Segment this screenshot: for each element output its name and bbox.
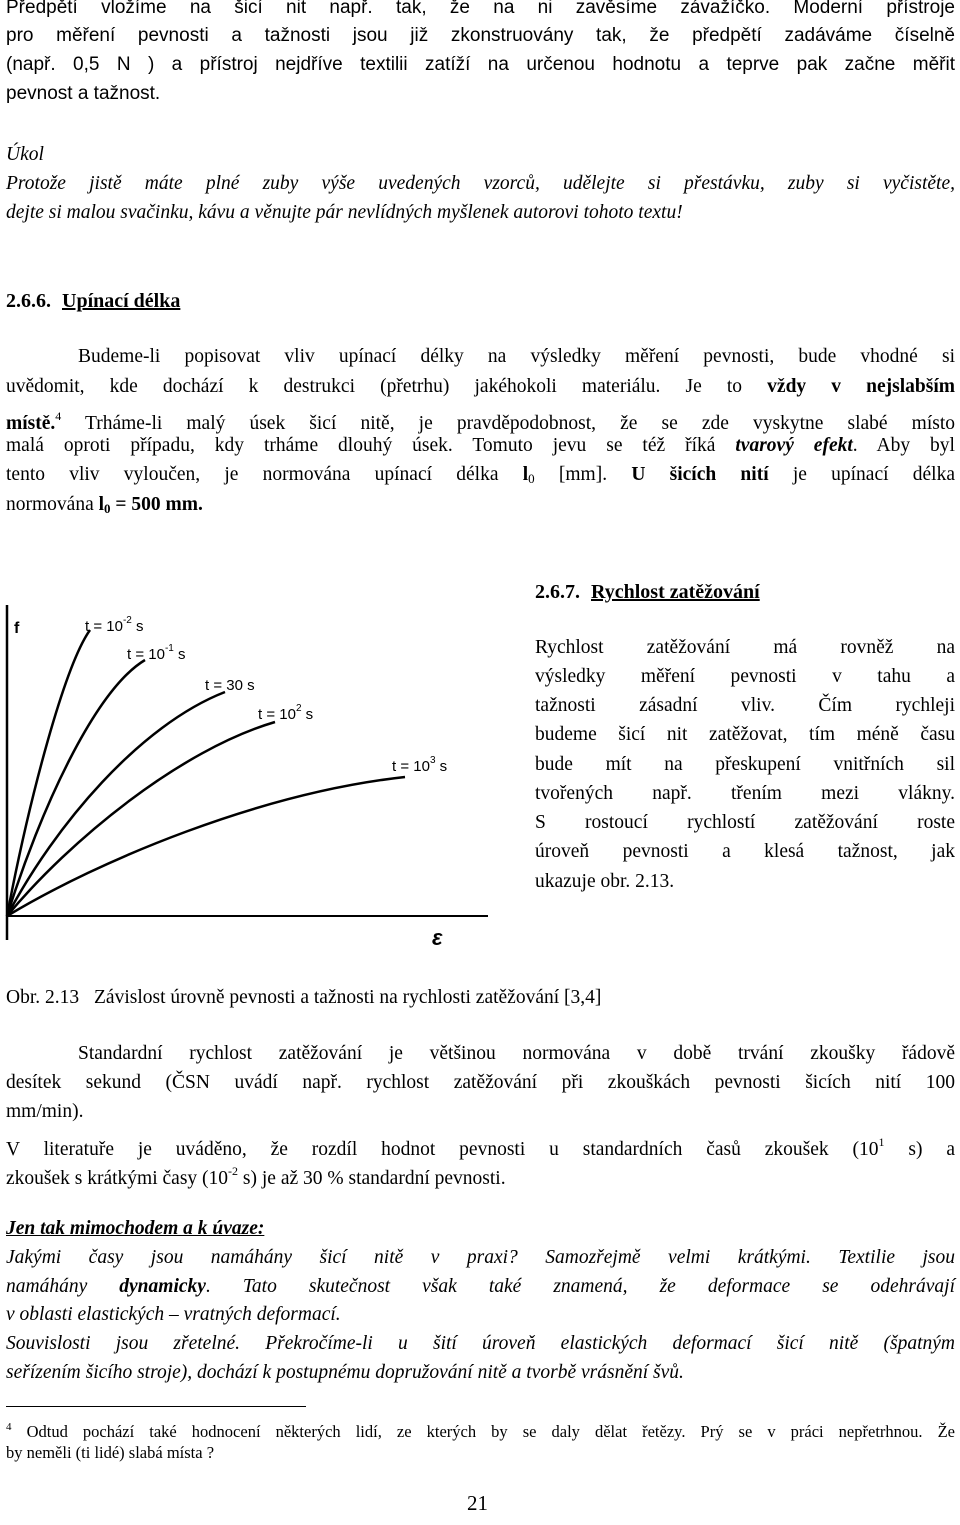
task-line-1: Protože jistě máte plné zuby výše uvedených vzorců, udělejte si přestávku, zuby si vyčistěte, (6, 173, 955, 194)
caption-text: Závislost úrovně pevnosti a tažnosti na rychlosti zatěžování [3,4] (94, 987, 602, 1008)
footnote-line-1 (6, 1415, 955, 1444)
text: . Aby byl (852, 435, 955, 456)
section-heading (535, 578, 760, 606)
footnote-ref: 4 (55, 409, 62, 423)
para-line-5 (6, 461, 955, 493)
subscript: 0 (104, 501, 111, 516)
curve-label-2: $t = 10^{-1}$ s (127, 643, 186, 663)
std-line-5 (6, 1157, 506, 1193)
superscript: -2 (228, 1164, 239, 1178)
para-line-5: bude mít na přeskupení vnitřních sil (535, 754, 955, 775)
text: V literatuře je uváděno, že rozdíl hodnot pevnosti u standardních časů zkoušek (10 (6, 1139, 879, 1160)
text: tento vliv vyloučen, je normována upínací délka (6, 464, 523, 485)
emphasis-text: tvarový efekt (735, 435, 853, 456)
para-line-8: úroveň pevnosti a klesá tažnost, jak (535, 841, 955, 862)
curve-t-1e3 (7, 777, 405, 916)
bold-text: dynamicky (119, 1276, 206, 1297)
text: Trháme-li malý úsek šicí nitě, je pravděpodobnost, že se zde vyskytne slabé místo (61, 413, 955, 434)
aside-line-1: Jakými časy jsou namáhány šicí nitě v praxi? Samozřejmě velmi krátkými. Textilie jsou (6, 1247, 955, 1268)
para-line-2: výsledky měření pevnosti v tahu a (535, 666, 955, 687)
intro-line-3: (např. 0,5 N ) a přístroj nejdříve textilii zatíží na určenou hodnotu a teprve pak začne měřit (6, 54, 955, 75)
page-number: 21 (467, 1491, 488, 1515)
para-line-3: tažnosti zásadní vliv. Čím rychleji (535, 695, 955, 716)
para-line-4: budeme šicí nit zatěžovat, tím méně času (535, 724, 955, 745)
curve-label-3: t = 30 s (205, 677, 255, 694)
curve-label-4: $t = 10^2$ s (258, 703, 314, 723)
aside-line-5: seřízením šicího stroje), dochází k postupnému dopružování nitě a tvorbě vrásnění švů. (6, 1362, 684, 1383)
intro-line-2: pro měření pevnosti a tažnosti jsou již zkonstruovány tak, že předpětí zadáváme číselně (6, 25, 955, 46)
text: [mm]. (534, 464, 632, 485)
bold-text: = 500 mm. (110, 494, 203, 515)
aside-title: Jen tak mimochodem a k úvaze: (6, 1218, 265, 1239)
para-line-2 (6, 373, 955, 401)
para-line-9: ukazuje obr. 2.13. (535, 871, 675, 892)
text: . Tato skutečnost však také znamená, že deformace se odehrávají (205, 1276, 955, 1297)
text: je upínací délka (768, 464, 955, 485)
text: uvědomit, kde dochází k destrukci (přetrhu) jakéhokoli materiálu. Je to (6, 376, 768, 397)
bold-text: U šicích nití (631, 464, 769, 485)
text: s) a (884, 1139, 955, 1160)
text: namáhány (6, 1276, 120, 1297)
text: normována (6, 494, 99, 515)
curve-t-30s (7, 692, 225, 916)
bold-text: vždy v nejslabším (767, 376, 955, 397)
section-title: Upínací délka (62, 290, 181, 312)
task-title: Úkol (6, 144, 44, 165)
text: malá oproti případu, kdy trháme dlouhý úsek. Tomuto jevu se též říká (6, 435, 736, 456)
stress-strain-figure (0, 595, 500, 950)
curve-t-1e-2 (7, 630, 90, 916)
para-line-1: Budeme-li popisovat vliv upínací délky na výsledky měření pevnosti, bude vhodné si (78, 346, 955, 367)
text: Odtud pochází také hodnocení některých lidí, ze kterých by se daly dělat řetězy. Prý se v práci nepřetrhnou. Že (11, 1422, 955, 1441)
section-number: 2.6.7. (535, 581, 580, 603)
task-line-2: dejte si malou svačinku, kávu a věnujte pár nevlídných myšlenek autorovi tohoto textu! (6, 202, 683, 223)
caption-number: Obr. 2.13 (6, 987, 80, 1008)
para-line-6 (6, 491, 203, 523)
para-line-1: Rychlost zatěžování má rovněž na (535, 637, 955, 658)
subscript: 0 (528, 471, 535, 486)
aside-line-2 (6, 1273, 955, 1301)
y-axis-label: f (14, 620, 20, 637)
std-line-3: mm/min). (6, 1101, 84, 1122)
bold-text: l (98, 494, 105, 515)
std-line-1: Standardní rychlost zatěžování je většinou normována v době trvání zkoušky řádově (78, 1043, 955, 1064)
intro-line-1: Předpětí vložíme na šicí nit např. tak, že na ni zavěsíme závažíčko. Moderní přístroje (6, 0, 955, 18)
text: s) je až 30 % standardní pevnosti. (238, 1168, 506, 1189)
figure-caption (6, 984, 601, 1012)
superscript: 1 (878, 1135, 885, 1149)
footnote-mark: 4 (6, 1421, 12, 1433)
footnote-line-2: by neměli (ti lidé) slabá místa ? (6, 1443, 215, 1462)
bold-text: l (522, 464, 529, 485)
aside-line-3: v oblasti elastických – vratných deformací. (6, 1304, 341, 1325)
std-line-2: desítek sekund (ČSN uvádí např. rychlost zatěžování při zkouškách pevnosti šicích nití 100 (6, 1072, 955, 1093)
text: zkoušek s krátkými časy (10 (6, 1168, 229, 1189)
aside-line-4: Souvislosti jsou zřetelné. Překročíme-li u šití úroveň elastických deformací šicí nitě (špatným (6, 1333, 955, 1354)
section-title: Rychlost zatěžování (591, 581, 760, 603)
section-heading (6, 287, 180, 315)
intro-line-4: pevnost a tažnost. (6, 83, 161, 104)
para-line-7: S rostoucí rychlostí zatěžování roste (535, 812, 955, 833)
x-axis-label: ε (432, 925, 443, 950)
curve-label-5: $t = 10^3$ s (392, 755, 448, 775)
para-line-6: tvořených např. třením mezi vlákny. (535, 783, 955, 804)
curve-label-1: $t = 10^{-2}$ s (85, 615, 144, 635)
para-line-4 (6, 432, 955, 460)
footnote-separator (6, 1406, 306, 1407)
bold-text: místě. (6, 413, 56, 434)
section-number: 2.6.6. (6, 290, 51, 312)
curve-t-1e2 (7, 722, 275, 916)
